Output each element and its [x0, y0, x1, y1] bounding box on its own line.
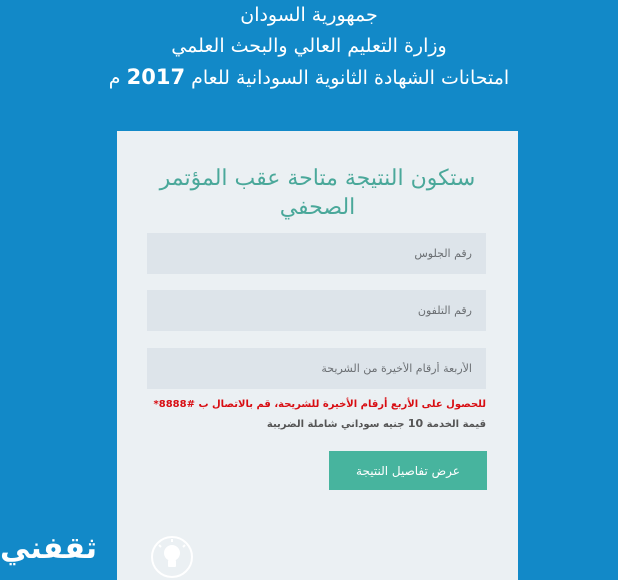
site-logo [0, 531, 210, 580]
phone-number-input[interactable] [147, 290, 486, 331]
service-fee-note [147, 417, 486, 430]
lightbulb-icon [150, 535, 194, 579]
result-form-card [117, 131, 518, 580]
seat-number-input[interactable] [147, 233, 486, 274]
header-country: جمهورية السودان [240, 4, 378, 26]
header-exam-title [0, 62, 618, 94]
header-exam-prefix: امتحانات الشهادة الثانوية السودانية للعام [185, 67, 510, 89]
header-ministry: وزارة التعليم العالي والبحث العلمي [171, 35, 447, 57]
service-fee-suffix: جنيه سوداني شاملة الضريبة [266, 419, 408, 430]
show-result-button[interactable]: عرض تفاصيل النتيجة [329, 451, 487, 490]
service-fee-prefix: قيمة الخدمة [423, 419, 486, 430]
form-title: ستكون النتيجة متاحة عقب المؤتمر الصحفي [159, 166, 476, 220]
header-exam-year: 2017 [126, 65, 186, 89]
header-exam-suffix: م [108, 67, 127, 89]
logo-text: ثقفني [0, 531, 98, 566]
sim-instructions-text: للحصول على الأربع أرقام الأخيرة للشريحة، قم بالاتصال ب [194, 399, 486, 410]
page-header [0, 0, 618, 94]
sim-ussd-code: #8888* [153, 399, 195, 410]
sim-digits-input[interactable] [147, 348, 486, 389]
sim-instructions [147, 399, 486, 410]
service-fee-amount: 10 [407, 417, 424, 430]
